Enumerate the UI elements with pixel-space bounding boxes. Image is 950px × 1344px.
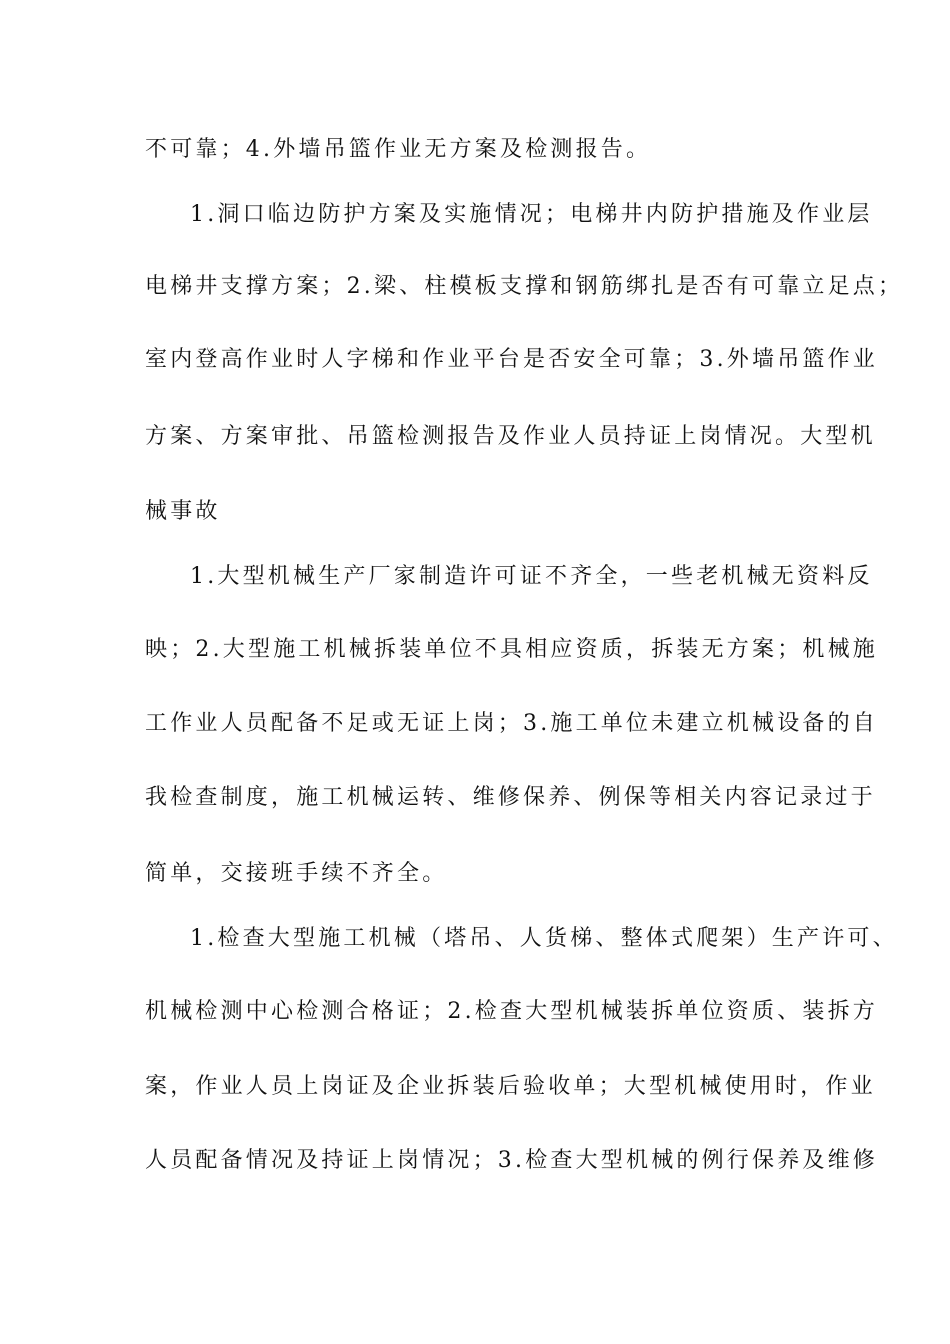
paragraph-start-line: 1.大型机械生产厂家制造许可证不齐全，一些老机械无资料反 [190,564,873,589]
paragraph-start-line: 1.检查大型施工机械（塔吊、人货梯、整体式爬架）生产许可、 [190,926,898,951]
text-line: 电梯井支撑方案；2.梁、柱模板支撑和钢筋绑扎是否有可靠立足点； [145,274,904,299]
text-line: 室内登高作业时人字梯和作业平台是否安全可靠；3.外墙吊篮作业 [145,347,878,372]
text-line: 案，作业人员上岗证及企业拆装后验收单；大型机械使用时，作业 [145,1074,876,1099]
text-line: 工作业人员配备不足或无证上岗；3.施工单位未建立机械设备的自 [145,711,878,736]
text-line: 映；2.大型施工机械拆装单位不具相应资质，拆装无方案；机械施 [145,637,878,662]
text-line: 不可靠；4.外墙吊篮作业无方案及检测报告。 [145,137,652,162]
text-line: 机械检测中心检测合格证；2.检查大型机械装拆单位资质、装拆方 [145,999,878,1024]
text-line: 人员配备情况及持证上岗情况；3.检查大型机械的例行保养及维修 [145,1148,878,1173]
paragraph-start-line: 1.洞口临边防护方案及实施情况；电梯井内防护措施及作业层 [190,202,873,227]
text-line: 我检查制度，施工机械运转、维修保养、例保等相关内容记录过于 [145,785,876,810]
text-line: 械事故 [145,499,221,524]
text-line: 简单，交接班手续不齐全。 [145,861,448,886]
text-line: 方案、方案审批、吊篮检测报告及作业人员持证上岗情况。大型机 [145,424,876,449]
